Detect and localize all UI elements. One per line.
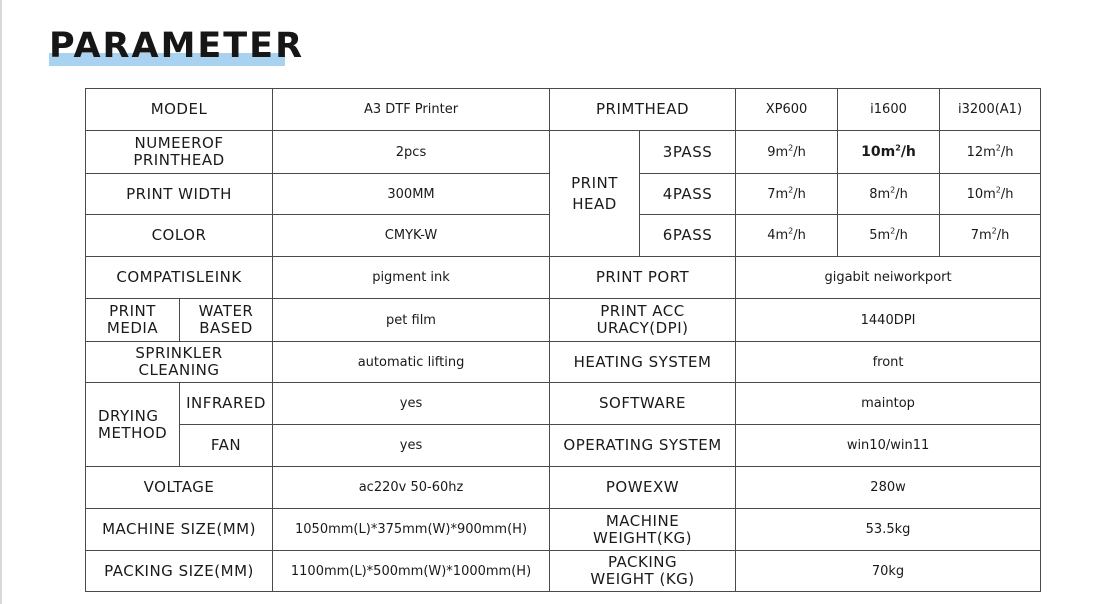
page-edge-line [0, 0, 2, 604]
sprinkler-value: automatic lifting [273, 342, 550, 383]
drying-method-label-line1: DRYING [98, 406, 159, 425]
pass-3-xp600: $9m^2/h$ [736, 131, 838, 174]
head-col-xp600: XP600 [736, 89, 838, 131]
ink-value: pigment ink [273, 257, 550, 299]
model-label: MODEL [86, 89, 273, 131]
fan-value: yes [273, 425, 550, 467]
print-width-value: 300MM [273, 174, 550, 215]
packing-size-value: 1100mm(L)*500mm(W)*1000mm(H) [273, 551, 550, 592]
machine-weight-label-line1: MACHINE [605, 511, 680, 530]
os-value: win10/win11 [736, 425, 1041, 467]
machine-weight-value: 53.5kg [736, 509, 1041, 551]
head-col-i1600: i1600 [838, 89, 940, 131]
infrared-value: yes [273, 383, 550, 425]
fan-label: FAN [180, 425, 273, 467]
machine-weight-label [550, 509, 736, 551]
machine-size-label: MACHINE SIZE(MM) [86, 509, 273, 551]
parameter-table [85, 88, 1041, 592]
table-row [86, 89, 1041, 131]
infrared-label: INFRARED [180, 383, 273, 425]
pass-3-i1600: $10m^2/h$ [838, 131, 940, 174]
power-value: 280w [736, 467, 1041, 509]
power-label: POWEXW [550, 467, 736, 509]
print-port-label: PRINT PORT [550, 257, 736, 299]
print-accuracy-label-line2: URACY(DPI) [596, 319, 689, 337]
pass-4-i3200: $10m^2/h$ [940, 174, 1041, 215]
head-col-i3200: i3200(A1) [940, 89, 1041, 131]
voltage-label: VOLTAGE [86, 467, 273, 509]
sprinkler-label-line2: CLEANING [138, 361, 220, 379]
num-printhead-label-line2: PRINTHEAD [133, 151, 225, 169]
print-head-label-line2: HEAD [572, 194, 617, 213]
sprinkler-label-line1: SPRINKLER [135, 344, 223, 362]
print-head-label-line1: PRINT [571, 173, 618, 192]
os-label: OPERATING SYSTEM [550, 425, 736, 467]
machine-size-value: 1050mm(L)*375mm(W)*900mm(H) [273, 509, 550, 551]
table-row [86, 342, 1041, 383]
pass-4-i1600: $8m^2/h$ [838, 174, 940, 215]
pass-6-i1600: $5m^2/h$ [838, 215, 940, 257]
pass-4-label: 4PASS [640, 174, 736, 215]
table-row [86, 383, 1041, 425]
print-media-label-line1: PRINT [109, 302, 156, 320]
packing-size-label: PACKING SIZE(MM) [86, 551, 273, 592]
table-row [86, 257, 1041, 299]
print-head-label [550, 131, 640, 257]
pass-6-i3200: $7m^2/h$ [940, 215, 1041, 257]
pass-6-xp600: $4m^2/h$ [736, 215, 838, 257]
print-accuracy-label-line1: PRINT ACC [600, 302, 685, 320]
color-value: CMYK-W [273, 215, 550, 257]
num-printhead-label [86, 131, 273, 174]
ink-label: COMPATISLEINK [86, 257, 273, 299]
table-row [86, 131, 1041, 174]
print-media-label-line2: MEDIA [106, 319, 159, 337]
software-value: maintop [736, 383, 1041, 425]
print-port-value: gigabit neiworkport [736, 257, 1041, 299]
packing-weight-value: 70kg [736, 551, 1041, 592]
pass-6-label: 6PASS [640, 215, 736, 257]
pass-3-i3200: $12m^2/h$ [940, 131, 1041, 174]
table-row [86, 425, 1041, 467]
print-accuracy-label [550, 299, 736, 342]
drying-method-label [86, 383, 180, 467]
color-label: COLOR [86, 215, 273, 257]
heating-label: HEATING SYSTEM [550, 342, 736, 383]
num-printhead-label-line1: NUMEEROF [134, 134, 224, 152]
heading-block [49, 26, 304, 66]
pass-4-xp600: $7m^2/h$ [736, 174, 838, 215]
primthead-label: PRIMTHEAD [550, 89, 736, 131]
print-media-label [86, 299, 180, 342]
machine-weight-label-line2: WEIGHT(KG) [593, 528, 692, 547]
print-width-label: PRINT WIDTH [86, 174, 273, 215]
table-row [86, 467, 1041, 509]
media-value: pet film [273, 299, 550, 342]
water-based-label [180, 299, 273, 342]
drying-method-label-line2: METHOD [98, 423, 168, 442]
software-label: SOFTWARE [550, 383, 736, 425]
table-row [86, 551, 1041, 592]
water-based-label-line1: WATER [198, 302, 254, 320]
table-row [86, 299, 1041, 342]
model-value: A3 DTF Printer [273, 89, 550, 131]
packing-weight-label-line1: PACKING [607, 553, 678, 571]
pass-3-label: 3PASS [640, 131, 736, 174]
voltage-value: ac220v 50-60hz [273, 467, 550, 509]
table-row [86, 509, 1041, 551]
num-printhead-value: 2pcs [273, 131, 550, 174]
packing-weight-label-line2: WEIGHT (KG) [590, 570, 695, 588]
page-title: PARAMETER [49, 26, 305, 66]
sprinkler-label [86, 342, 273, 383]
water-based-label-line2: BASED [199, 319, 253, 337]
print-accuracy-value: 1440DPI [736, 299, 1041, 342]
heating-value: front [736, 342, 1041, 383]
packing-weight-label [550, 551, 736, 592]
